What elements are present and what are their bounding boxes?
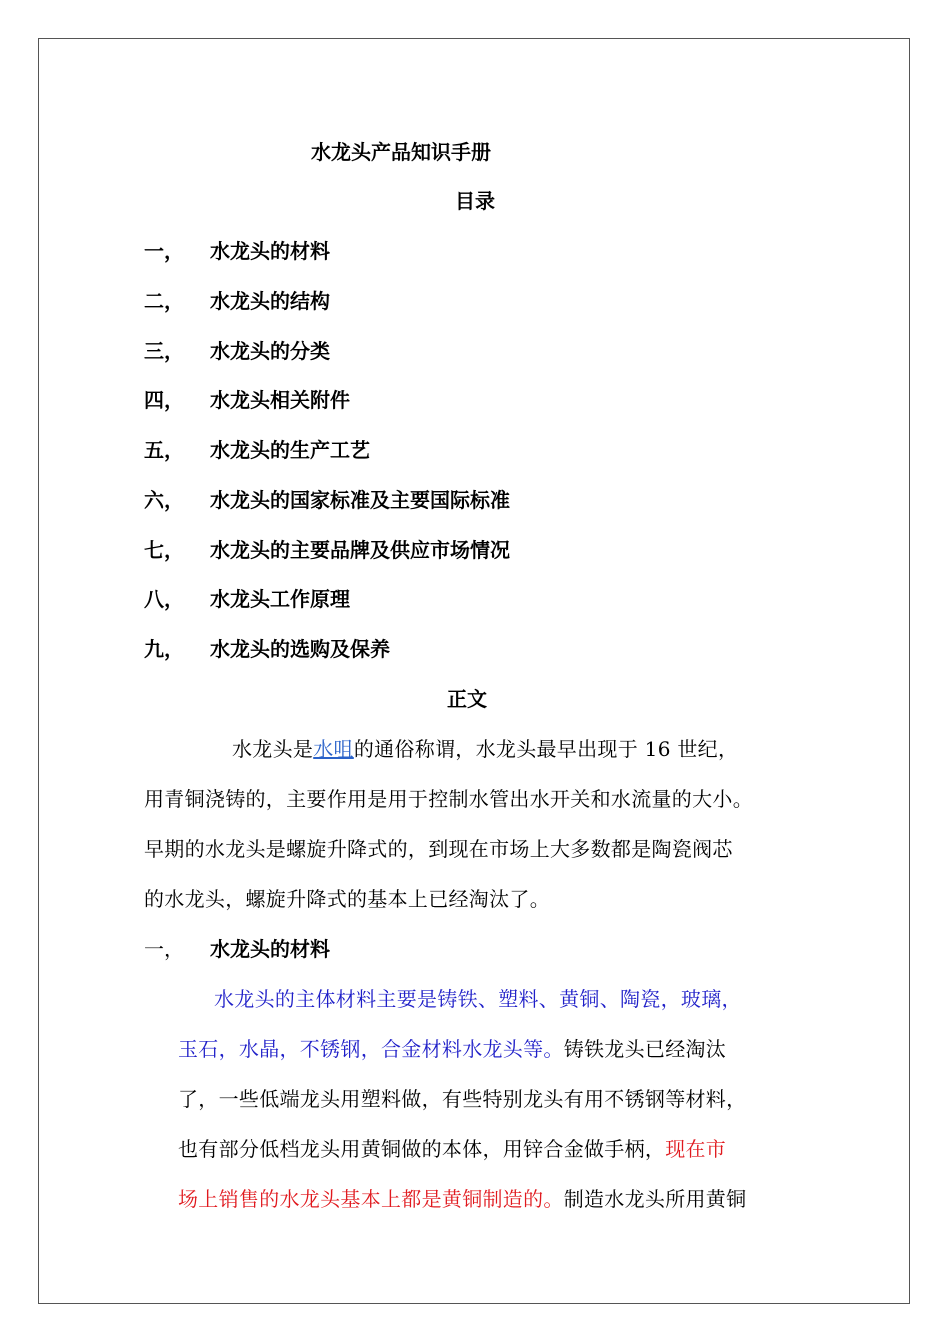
toc-text: 水龙头的材料 — [210, 239, 330, 263]
toc-heading: 目录 — [455, 189, 495, 213]
toc-number: 七， — [144, 538, 184, 562]
toc-text: 水龙头相关附件 — [210, 388, 350, 412]
paragraph-line: 早期的水龙头是螺旋升降式的，到现在市场上大多数都是陶瓷阀芯 — [144, 837, 733, 861]
toc-text: 水龙头的分类 — [210, 339, 330, 363]
toc-text: 水龙头的结构 — [210, 289, 330, 313]
toc-text: 水龙头的主要品牌及供应市场情况 — [210, 538, 510, 562]
paragraph-line — [178, 1136, 726, 1162]
highlight-red: 现在市 — [665, 1137, 727, 1161]
page-border — [38, 38, 910, 1304]
body-heading: 正文 — [447, 687, 487, 711]
toc-number: 八， — [144, 587, 184, 611]
text-span: 铸铁龙头已经淘汰 — [563, 1037, 727, 1061]
document-title: 水龙头产品知识手册 — [311, 140, 491, 164]
toc-number: 九， — [144, 637, 184, 661]
toc-number: 三， — [144, 339, 184, 363]
toc-number: 五， — [144, 438, 184, 462]
toc-number: 四， — [144, 388, 184, 412]
text-span: 的通俗称谓，水龙头最早出现于 16 世纪， — [353, 737, 739, 761]
highlight-red: 场上销售的水龙头基本上都是黄铜制造的。 — [178, 1187, 564, 1211]
link-shuizui[interactable]: 水咀 — [313, 737, 354, 761]
toc-number: 二， — [144, 289, 184, 313]
section-heading: 水龙头的材料 — [210, 937, 330, 961]
highlight-blue: 玉石，水晶，不锈钢，合金材料水龙头等。 — [178, 1037, 564, 1061]
toc-number: 一， — [144, 239, 184, 263]
toc-text: 水龙头的选购及保养 — [210, 637, 390, 661]
toc-text: 水龙头工作原理 — [210, 587, 350, 611]
paragraph-line — [178, 1186, 746, 1212]
toc-number: 六， — [144, 488, 184, 512]
paragraph-line: 水龙头的主体材料主要是铸铁、塑料、黄铜、陶瓷，玻璃， — [214, 987, 742, 1011]
text-span: 也有部分低档龙头用黄铜做的本体，用锌合金做手柄， — [178, 1137, 666, 1161]
paragraph-line: 用青铜浇铸的，主要作用是用于控制水管出水开关和水流量的大小。 — [144, 787, 753, 811]
text-span: 水龙头是 — [232, 737, 314, 761]
paragraph-line — [232, 736, 738, 762]
toc-text: 水龙头的生产工艺 — [210, 438, 370, 462]
paragraph-line — [178, 1036, 726, 1062]
text-span: 制造水龙头所用黄铜 — [563, 1187, 747, 1211]
section-number: 一， — [144, 937, 184, 961]
toc-text: 水龙头的国家标准及主要国际标准 — [210, 488, 510, 512]
paragraph-line: 的水龙头，螺旋升降式的基本上已经淘汰了。 — [144, 887, 550, 911]
paragraph-line: 了，一些低端龙头用塑料做，有些特别龙头有用不锈钢等材料， — [178, 1087, 747, 1111]
